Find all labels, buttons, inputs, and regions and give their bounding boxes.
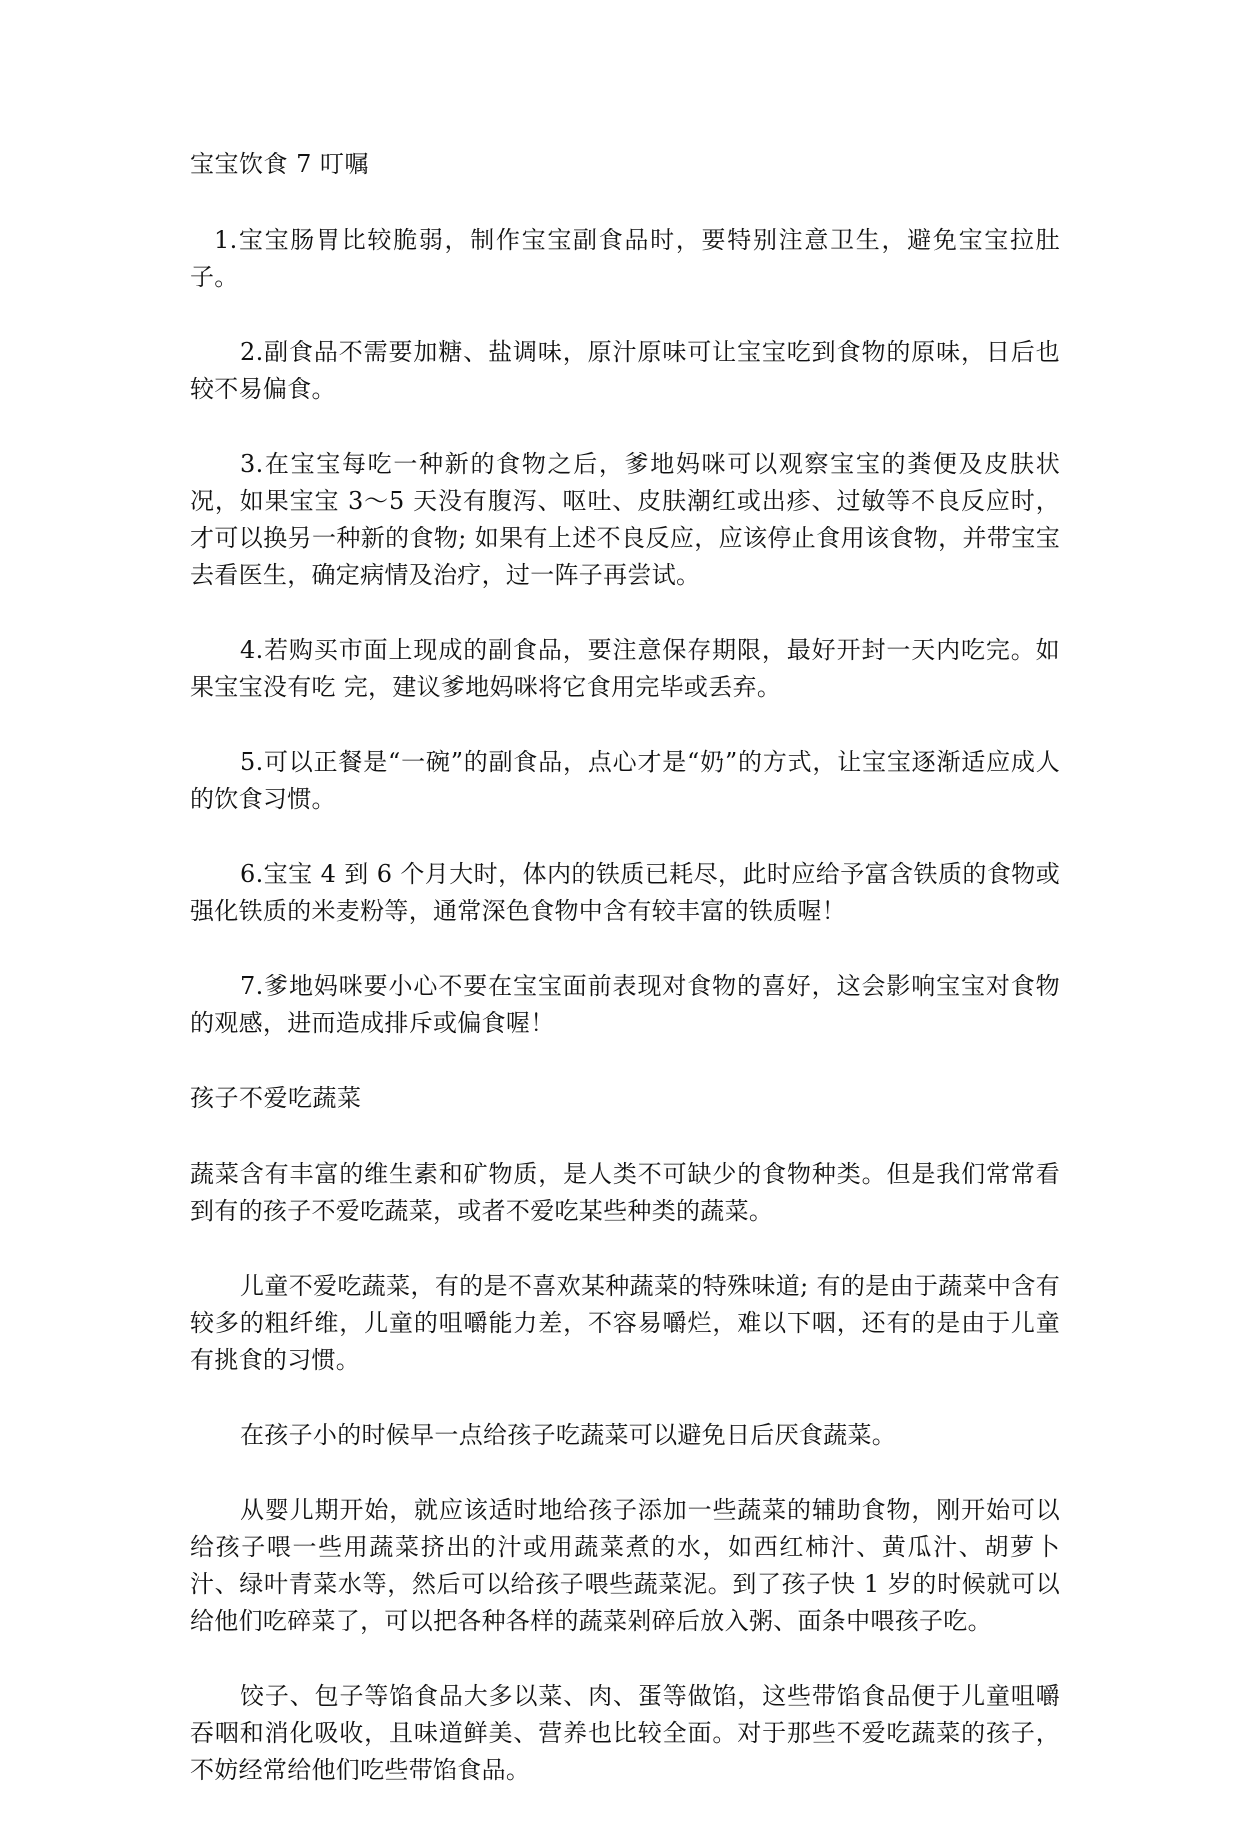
tip-paragraph-3: 3.在宝宝每吃一种新的食物之后，爹地妈咪可以观察宝宝的粪便及皮肤状况，如果宝宝 3～5 天没有腹泻、呕吐、皮肤潮红或出疹、过敏等不良反应时， 才可以换另一种新的食物; 如果有上述不良反应，应该停止食用该食物，并带宝宝去看医生，确定病情及治疗，过一阵子再尝试。 [190, 450, 1060, 589]
tip-paragraph-7: 7.爹地妈咪要小心不要在宝宝面前表现对食物的喜好，这会影响宝宝对食物的观感，进而造成排斥或偏食喔！ [190, 972, 1060, 1037]
tip-paragraph-5: 5.可以正餐是“一碗”的副食品，点心才是“奶”的方式，让宝宝逐渐适应成人的饮食习惯。 [190, 748, 1060, 813]
section-heading-vegetables: 孩子不爱吃蔬菜 [190, 1084, 362, 1112]
vegetables-paragraph-1: 儿童不爱吃蔬菜，有的是不喜欢某种蔬菜的特殊味道; 有的是由于蔬菜中含有较多的粗纤维，儿童的咀嚼能力差，不容易嚼烂，难以下咽，还有的是由于儿童有挑食的习惯。 [190, 1272, 1060, 1374]
tip-paragraph-2: 2.副食品不需要加糖、盐调味，原汁原味可让宝宝吃到食物的原味，日后也较不易偏食。 [190, 338, 1060, 403]
document-body [190, 146, 1060, 1827]
vegetables-paragraph-2: 在孩子小的时候早一点给孩子吃蔬菜可以避免日后厌食蔬菜。 [240, 1421, 897, 1449]
vegetables-paragraph-4: 饺子、包子等馅食品大多以菜、肉、蛋等做馅，这些带馅食品便于儿童咀嚼吞咽和消化吸收，且味道鲜美、营养也比较全面。对于那些不爱吃蔬菜的孩子，不妨经常给他们吃些带馅食品。 [190, 1682, 1060, 1784]
tip-paragraph-1: 1.宝宝肠胃比较脆弱，制作宝宝副食品时，要特别注意卫生，避免宝宝拉肚子。 [190, 226, 1060, 291]
tip-paragraph-6: 6.宝宝 4 到 6 个月大时，体内的铁质已耗尽，此时应给予富含铁质的食物或强化铁质的米麦粉等，通常深色食物中含有较丰富的铁质喔！ [190, 860, 1060, 925]
section-heading-baby-diet: 宝宝饮食 7 叮嘱 [190, 150, 370, 178]
vegetables-paragraph-3: 从婴儿期开始，就应该适时地给孩子添加一些蔬菜的辅助食物，刚开始可以给孩子喂一些用蔬菜挤出的汁或用蔬菜煮的水，如西红柿汁、黄瓜汁、胡萝卜汁、绿叶青菜水等，然后可以给孩子喂些蔬菜泥。到了孩子快 1 岁的时候就可以给他们吃碎菜了，可以把各种各样的蔬菜剁碎后放入粥、面条中喂孩子吃。 [190, 1496, 1060, 1635]
tip-paragraph-4: 4.若购买市面上现成的副食品，要注意保存期限，最好开封一天内吃完。如果宝宝没有吃 完，建议爹地妈咪将它食用完毕或丢弃。 [190, 636, 1060, 701]
vegetables-intro-paragraph: 蔬菜含有丰富的维生素和矿物质，是人类不可缺少的食物种类。但是我们常常看到有的孩子不爱吃蔬菜，或者不爱吃某些种类的蔬菜。 [190, 1160, 1060, 1225]
